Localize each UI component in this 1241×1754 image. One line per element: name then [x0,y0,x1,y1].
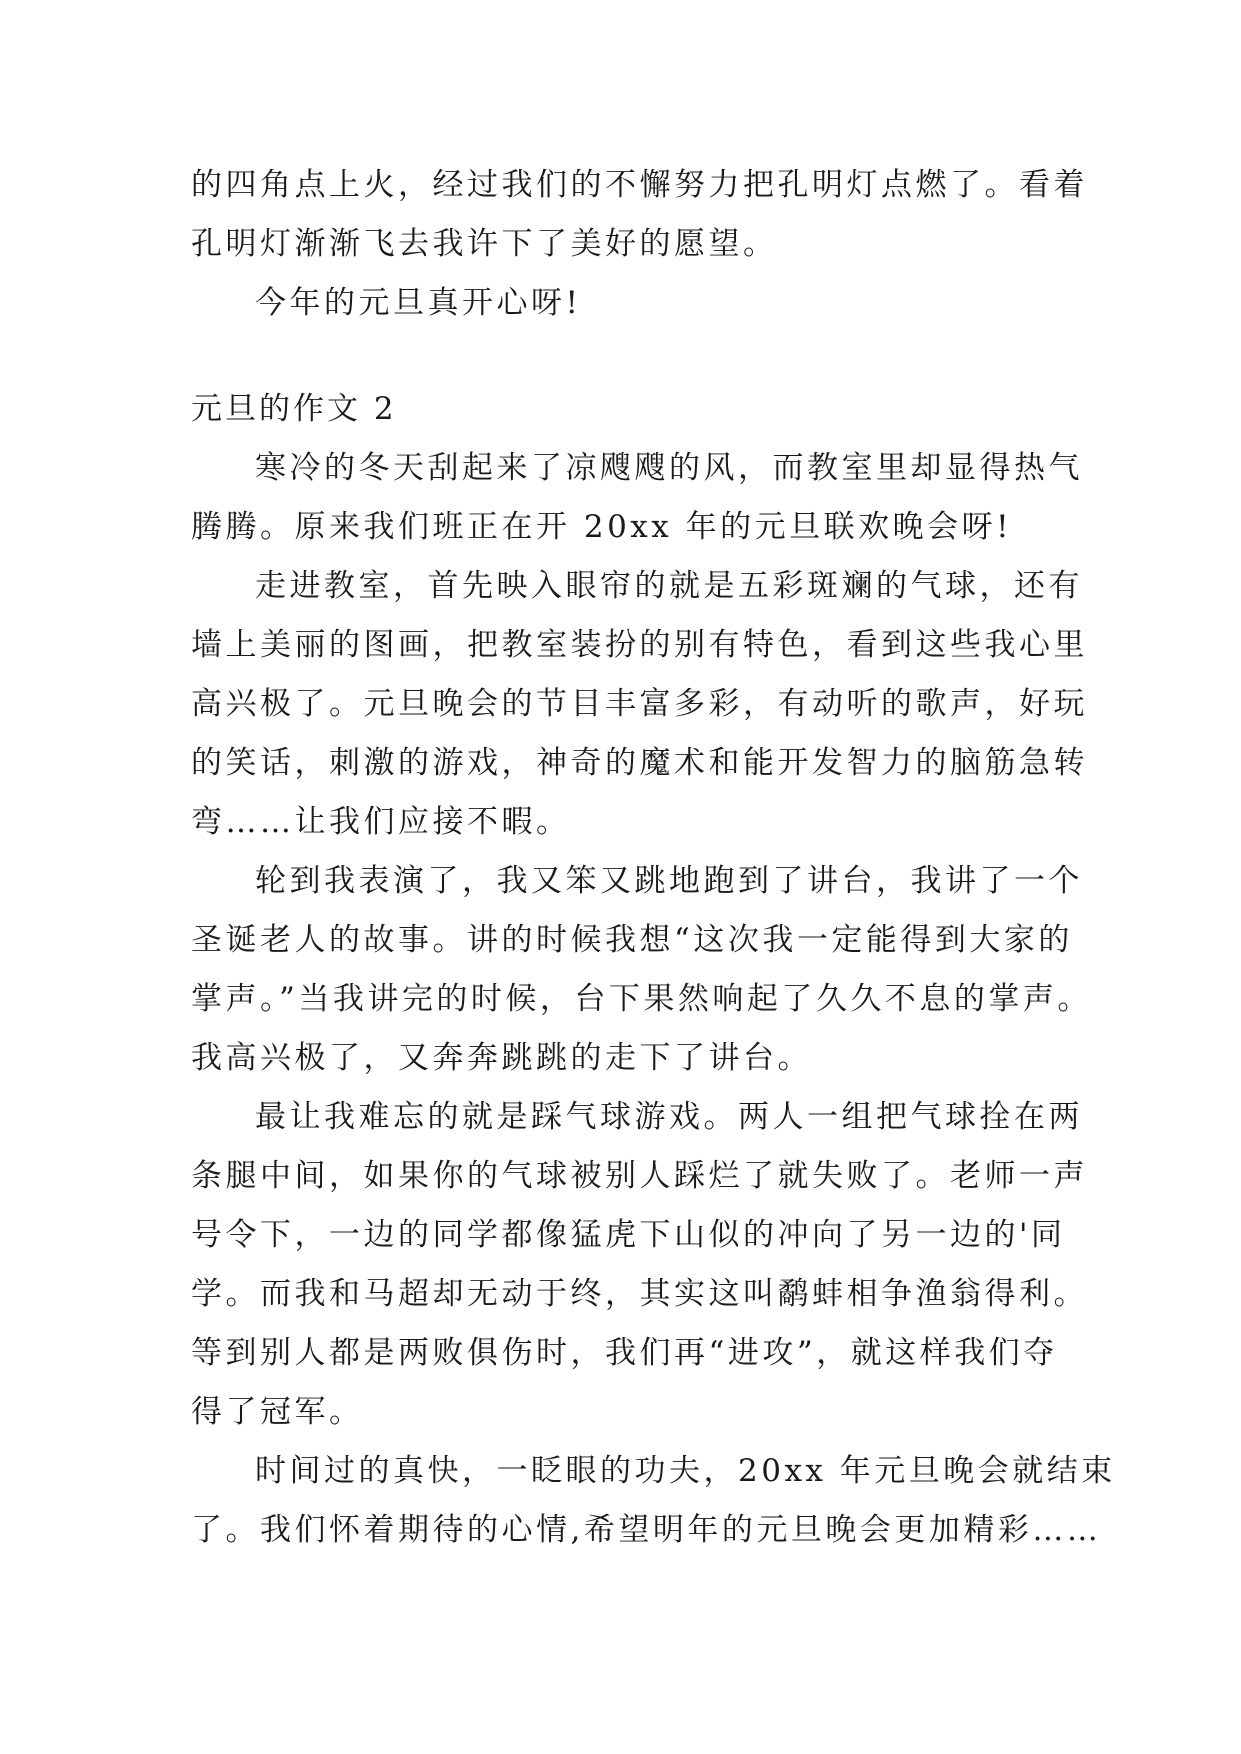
text-line: 今年的元旦真开心呀! [255,285,582,321]
text-line: 时间过的真快，一眨眼的功夫，20xx 年元旦晚会就结束 [255,1453,1116,1489]
text-line: 条腿中间，如果你的气球被别人踩烂了就失败了。老师一声 [191,1158,1088,1194]
text-line: 等到别人都是两败俱伤时，我们再“进攻”，就这样我们夺 [191,1335,1058,1371]
text-line: 走进教室，首先映入眼帘的就是五彩斑斓的气球，还有 [255,568,1083,604]
text-line: 高兴极了。元旦晚会的节目丰富多彩，有动听的歌声，好玩 [191,686,1088,722]
paragraph-4 [191,1088,1088,1442]
text-line: 轮到我表演了，我又笨又跳地跑到了讲台，我讲了一个 [255,863,1083,899]
text-line: 号令下，一边的同学都像猛虎下山似的冲向了另一边的'同 [191,1217,1066,1253]
document-body [191,156,1116,1560]
text-line: 学。而我和马超却无动于终，其实这叫鹬蚌相争渔翁得利。 [191,1276,1088,1312]
text-line: 得了冠军。 [191,1394,364,1430]
text-line: 的四角点上火，经过我们的不懈努力把孔明灯点燃了。看着 [191,167,1088,203]
paragraph-5 [191,1442,1116,1560]
text-line: 我高兴极了，又奔奔跳跳的走下了讲台。 [191,1040,812,1076]
paragraph-3 [191,852,1092,1088]
text-line: 了。我们怀着期待的心情,希望明年的元旦晚会更加精彩…… [191,1512,1102,1548]
text-line: 圣诞老人的故事。讲的时候我想“这次我一定能得到大家的 [191,922,1073,958]
paragraph-1 [191,439,1083,557]
section-spacer [191,333,1051,380]
text-line: 掌声。”当我讲完的时候，台下果然响起了久久不息的掌声。 [191,981,1092,1017]
section-title: 元旦的作文 2 [191,391,397,427]
text-line: 寒冷的冬天刮起来了凉飕飕的风，而教室里却显得热气 [255,450,1083,486]
text-line: 弯……让我们应接不暇。 [191,804,571,840]
paragraph-2 [191,557,1088,852]
text-line: 孔明灯渐渐飞去我许下了美好的愿望。 [191,226,778,262]
text-line: 腾腾。原来我们班正在开 20xx 年的元旦联欢晚会呀! [191,509,1013,545]
text-line: 墙上美丽的图画，把教室装扮的别有特色，看到这些我心里 [191,627,1088,663]
text-line: 最让我难忘的就是踩气球游戏。两人一组把气球拴在两 [255,1099,1083,1135]
text-line: 的笑话，刺激的游戏，神奇的魔术和能开发智力的脑筋急转 [191,745,1088,781]
